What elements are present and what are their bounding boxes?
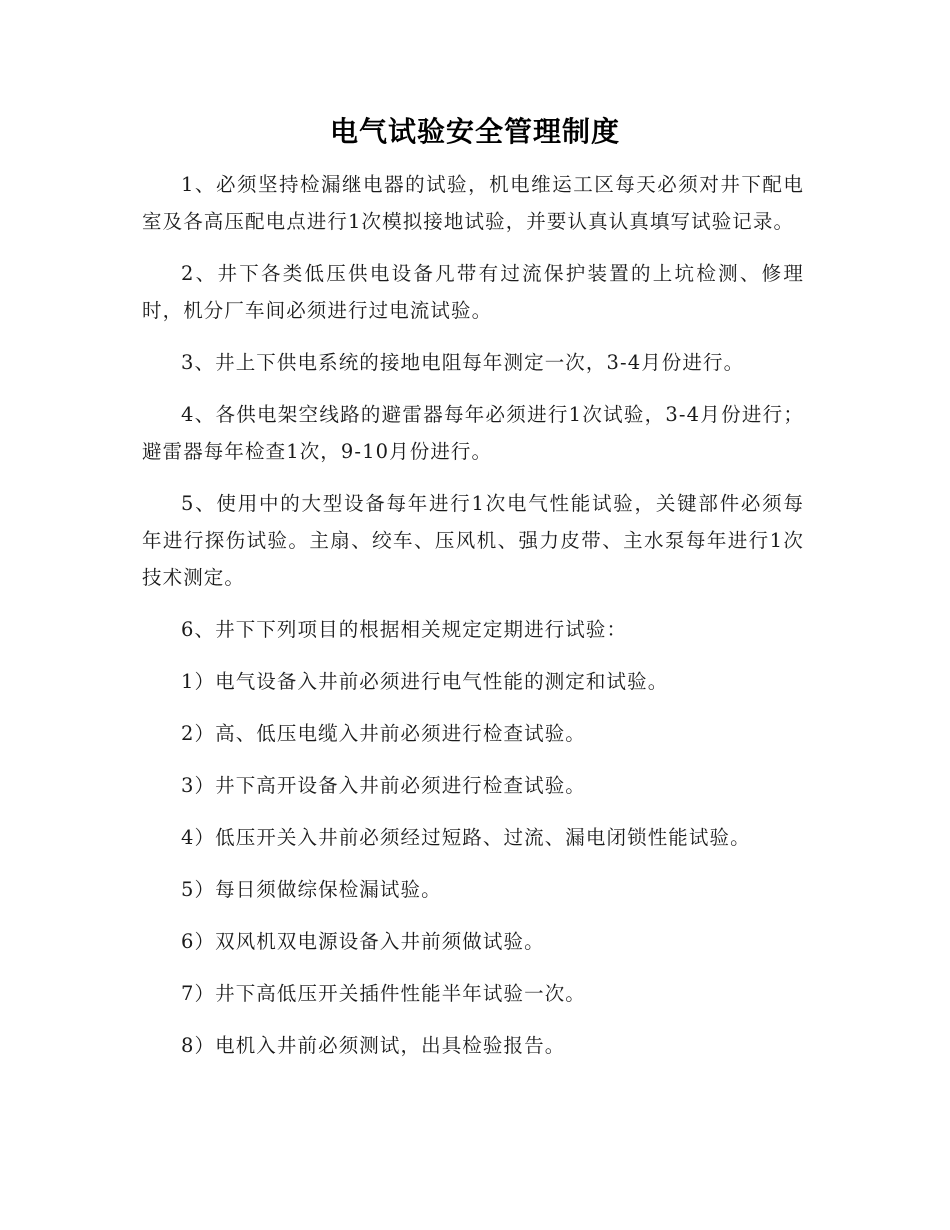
list-item-6: 6）双风机双电源设备入井前须做试验。	[181, 930, 545, 953]
paragraph-2: 2、井下各类低压供电设备凡带有过流保护装置的上坑检测、修理时，机分厂车间必须进行过电流试验。	[142, 262, 804, 322]
list-item-8: 8）电机入井前必须测试，出具检验报告。	[181, 1034, 566, 1057]
list-item-3: 3）井下高开设备入井前必须进行检查试验。	[181, 774, 586, 797]
document-title: 电气试验安全管理制度	[329, 115, 620, 148]
document-body	[142, 166, 804, 1079]
list-item-4: 4）低压开关入井前必须经过短路、过流、漏电闭锁性能试验。	[181, 826, 751, 849]
paragraph-1: 1、必须坚持检漏继电器的试验，机电维运工区每天必须对井下配电室及各高压配电点进行1次模拟接地试验，并要认真认真填写试验记录。	[142, 173, 804, 233]
list-item-5: 5）每日须做综保检漏试验。	[181, 878, 442, 901]
list-item-7: 7）井下高低压开关插件性能半年试验一次。	[181, 982, 586, 1005]
paragraph-3: 3、井上下供电系统的接地电阻每年测定一次，3-4月份进行。	[181, 351, 745, 374]
list-item-1: 1）电气设备入井前必须进行电气性能的测定和试验。	[181, 670, 669, 693]
paragraph-5: 5、使用中的大型设备每年进行1次电气性能试验，关键部件必须每年进行探伤试验。主扇、绞车、压风机、强力皮带、主水泵每年进行1次技术测定。	[142, 492, 804, 589]
list-item-2: 2）高、低压电缆入井前必须进行检查试验。	[181, 722, 586, 745]
paragraph-4: 4、各供电架空线路的避雷器每年必须进行1次试验，3-4月份进行；避雷器每年检查1次，9-10月份进行。	[142, 403, 804, 463]
paragraph-6: 6、井下下列项目的根据相关规定定期进行试验：	[181, 618, 628, 641]
